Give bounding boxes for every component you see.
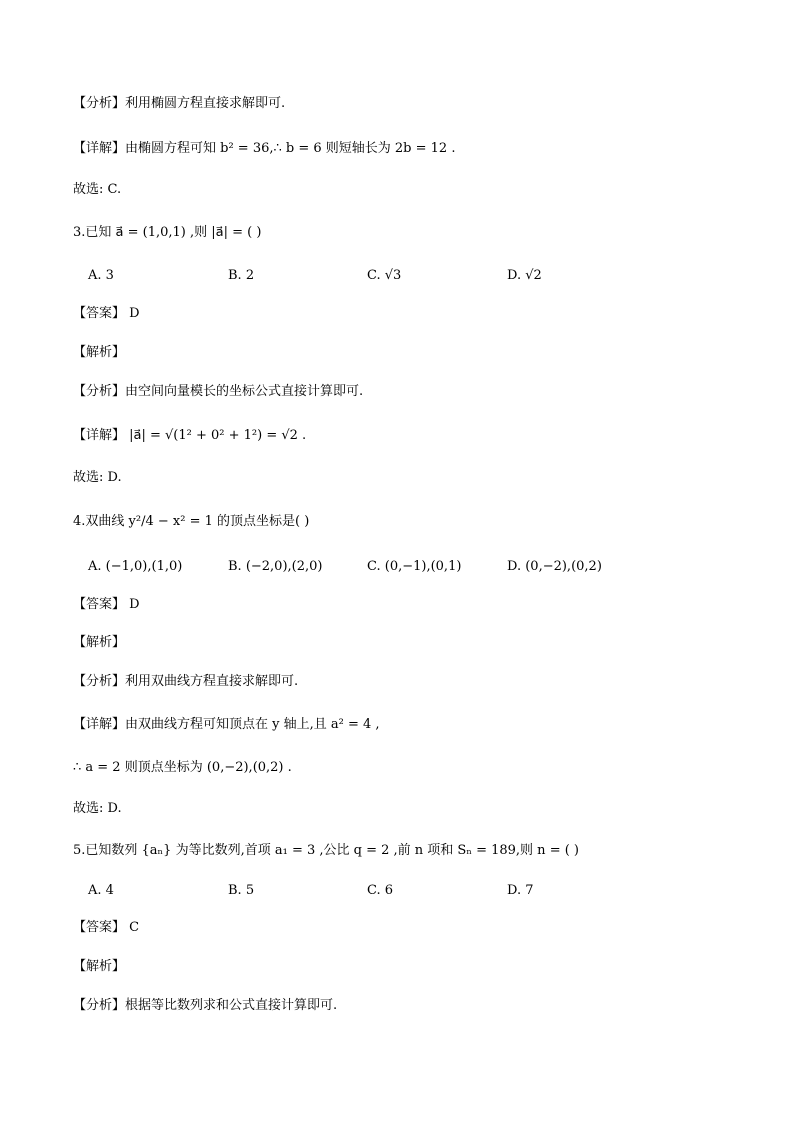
analysis-line: 【分析】利用椭圆方程直接求解即可. [73, 96, 286, 111]
q4-choice: 故选: D. [73, 801, 122, 816]
q5-option-d: D. 7 [507, 883, 534, 898]
q5-option-b: B. 5 [228, 883, 255, 898]
q3-analysis: 【分析】由空间向量模长的坐标公式直接计算即可. [73, 384, 364, 399]
q3-option-d: D. √2 [507, 268, 542, 283]
q5-option-c: C. 6 [367, 883, 394, 898]
q4-option-c: C. (0,−1),(0,1) [367, 559, 462, 574]
q3-detail: 【详解】 |a⃗| = √(1² + 0² + 1²) = √2 . [73, 428, 307, 443]
question-4: 4.双曲线 y²/4 − x² = 1 的顶点坐标是( ) [73, 514, 310, 529]
q3-parse-heading: 【解析】 [73, 345, 126, 360]
q3-option-b: B. 2 [228, 268, 255, 283]
question-3: 3.已知 a⃗ = (1,0,1) ,则 |a⃗| = ( ) [73, 225, 262, 240]
q4-option-d: D. (0,−2),(0,2) [507, 559, 602, 574]
q4-answer: 【答案】 D [73, 597, 140, 612]
choice-line: 故选: C. [73, 182, 122, 197]
q4-parse-heading: 【解析】 [73, 635, 126, 650]
q5-answer: 【答案】 C [73, 920, 140, 935]
q3-option-a: A. 3 [88, 268, 114, 283]
q4-option-b: B. (−2,0),(2,0) [228, 559, 323, 574]
q3-answer: 【答案】 D [73, 306, 140, 321]
q4-detail: 【详解】由双曲线方程可知顶点在 y 轴上,且 a² = 4 , [73, 717, 380, 732]
q3-option-c: C. √3 [367, 268, 402, 283]
q4-option-a: A. (−1,0),(1,0) [88, 559, 183, 574]
question-5: 5.已知数列 {aₙ} 为等比数列,首项 a₁ = 3 ,公比 q = 2 ,前 n 项和 Sₙ = 189,则 n = ( ) [73, 843, 579, 858]
q4-detail-2: ∴ a = 2 则顶点坐标为 (0,−2),(0,2) . [73, 760, 292, 775]
detail-line: 【详解】由椭圆方程可知 b² = 36,∴ b = 6 则短轴长为 2b = 12 . [73, 141, 456, 156]
q4-analysis: 【分析】利用双曲线方程直接求解即可. [73, 674, 299, 689]
q5-analysis: 【分析】根据等比数列求和公式直接计算即可. [73, 998, 338, 1013]
q3-choice: 故选: D. [73, 470, 122, 485]
q5-parse-heading: 【解析】 [73, 959, 126, 974]
q5-option-a: A. 4 [88, 883, 114, 898]
